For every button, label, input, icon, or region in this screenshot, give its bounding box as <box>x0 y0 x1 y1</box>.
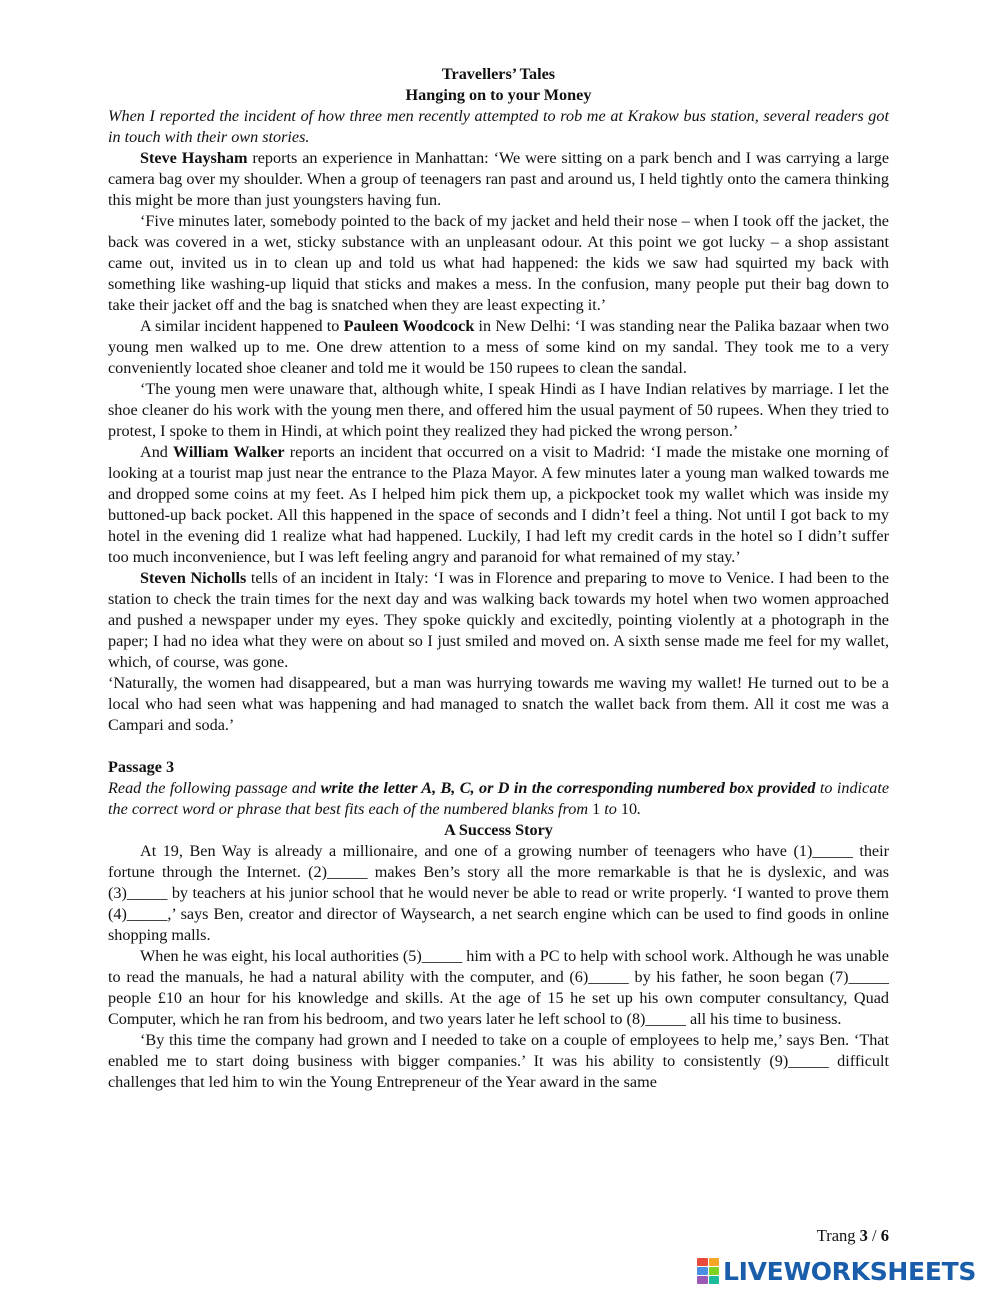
liveworksheets-icon <box>697 1258 719 1284</box>
story-paragraph-7: ‘Naturally, the women had disappeared, but a man was hurrying towards me waving my wallet! He turned out to be a local who had seen what was happening and had managed to snatch the wallet back from them. All it cost me was a Campari and soda.’ <box>108 674 889 734</box>
story-paragraph-5: And William Walker reports an incident that occurred on a visit to Madrid: ‘I made the mistake one morning of looking at a tourist map just near the entrance to the Plaza Mayor. A few minutes later a young man walked towards me and dropped some coins at my feet. As I helped him pick them up, a pickpocket took my wallet which was inside my buttoned-up back pocket. All this happened in the space of seconds and I didn’t feel a thing. Not until I got back to my hotel in the evening did 1 realize what had happened. Luckily, I had left my credit cards in the hotel so I didn’t suffer too much inconvenience, but I was left feeling angry and paranoid for what remained of my stay.’ <box>108 443 889 566</box>
passage-instructions: Read the following passage and write the letter A, B, C, or D in the corresponding numbered box provided to indicate the correct word or phrase that best fits each of the numbered blanks from 1 to 10. <box>108 779 890 818</box>
article-intro: When I reported the incident of how three men recently attempted to rob me at Krakow bus station, several readers got in touch with their own stories. <box>108 107 889 146</box>
reader-name: Steven Nicholls <box>140 569 247 587</box>
passage-paragraph-2: When he was eight, his local authorities (5)_____ him with a PC to help with school work. Although he was unable to read the manuals, he had a natural ability with the computer, and (6)_____ by his father, he soon began (7)_____ people £10 an hour for his knowledge and skills. At the age of 15 he set up his own computer consultancy, Quad Computer, which he ran from his bedroom, and two years later he left school to (8)_____ all his time to business. <box>108 947 889 1028</box>
page-number: Trang 3 / 6 <box>816 1226 889 1245</box>
section-title: Travellers’ Tales <box>441 65 556 83</box>
spacer <box>108 736 889 757</box>
story-paragraph-3: A similar incident happened to Pauleen Woodcock in New Delhi: ‘I was standing near the Palika bazaar when two young men walked up to me. One drew attention to a mess of some kind on my sandal. They took me to a very conveniently located shoe cleaner and told me it would be 150 rupees to clean the sandal. <box>108 317 889 377</box>
liveworksheets-logo[interactable] <box>697 1254 976 1288</box>
page-content <box>108 64 889 1093</box>
story-paragraph-4: ‘The young men were unaware that, although white, I speak Hindi as I have Indian relatives by marriage. I let the shoe cleaner do his work with the young men there, and offered him the usual payment of 50 rupees. When they tried to protest, I spoke to them in Hindi, at which point they realized they had picked the wrong person.’ <box>108 380 889 440</box>
passage-label: Passage 3 <box>108 758 175 776</box>
article-title: Hanging on to your Money <box>405 86 592 104</box>
passage-title: A Success Story <box>444 821 553 839</box>
story-paragraph-1: Steve Haysham reports an experience in Manhattan: ‘We were sitting on a park bench and I was carrying a large camera bag over my shoulder. When a group of teenagers ran past and around us, I held tightly onto the camera thinking this might be more than just youngsters having fun. <box>108 149 890 209</box>
story-paragraph-6: Steven Nicholls tells of an incident in Italy: ‘I was in Florence and preparing to move to Venice. I had been to the station to check the train times for the next day and was walking back towards my hotel when two women approached and pushed a newspaper under my eyes. They spoke quickly and excitedly, pointing violently at a photograph in the paper; I had no idea what they were on about so I just smiled and moved on. A sixth sense made me feel for my wallet, which, of course, was gone. <box>108 569 890 671</box>
story-paragraph-2: ‘Five minutes later, somebody pointed to the back of my jacket and held their nose – when I took off the jacket, the back was covered in a wet, sticky substance with an unpleasant odour. At this point we got lucky – a shop assistant came out, invited us in to clean up and told us what had happened: the kids we saw had squirted my back with something like washing-up liquid that sticks and makes a mess. In the confusion, many people put their bag down to take their jacket off and the bag is snatched when they are least expecting it.’ <box>108 212 889 314</box>
liveworksheets-wordmark: LIVEWORKSHEETS <box>723 1256 977 1286</box>
reader-name: Pauleen Woodcock <box>343 317 475 335</box>
reader-name: Steve Haysham <box>140 149 248 167</box>
passage-paragraph-1: At 19, Ben Way is already a millionaire, and one of a growing number of teenagers who have (1)_____ their fortune through the Internet. (2)_____ makes Ben’s story all the more remarkable is that he is dyslexic, and was (3)_____ by teachers at his junior school that he would never be able to read or write properly. ‘I wanted to prove them (4)_____,’ says Ben, creator and director of Waysearch, a net search engine which can be used to find goods in online shopping malls. <box>108 842 889 944</box>
passage-paragraph-3: ‘By this time the company had grown and I needed to take on a couple of employees to help me,’ says Ben. ‘That enabled me to start doing business with bigger companies.’ It was his ability to consistently (9)_____ difficult challenges that led him to win the Young Entrepreneur of the Year award in the same <box>108 1031 889 1091</box>
reader-name: William Walker <box>173 443 285 461</box>
